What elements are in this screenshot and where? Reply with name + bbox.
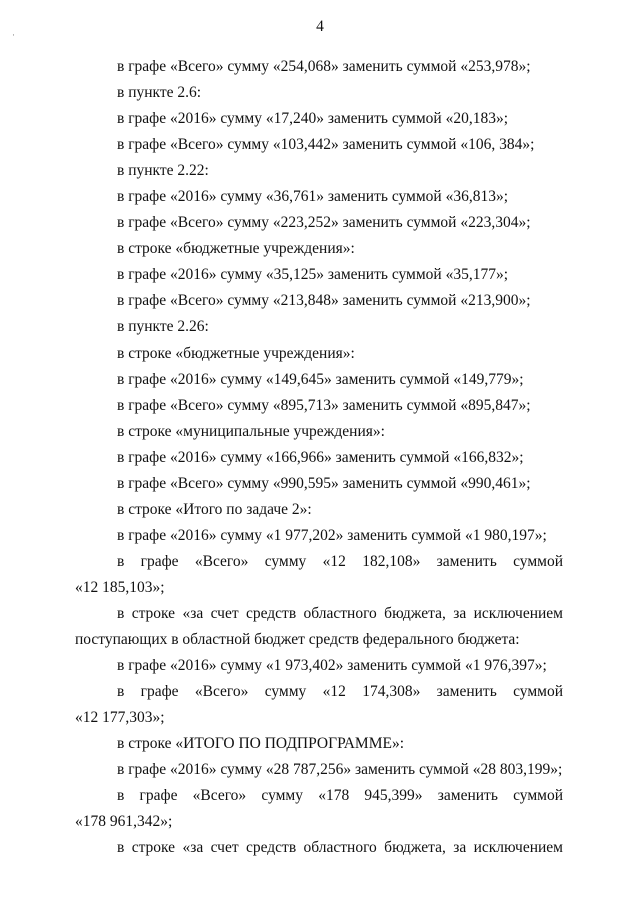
text-line: в графе «2016» сумму «35,125» заменить суммой «35,177»; [117, 266, 509, 284]
text-line: в пункте 2.26: [117, 318, 209, 336]
text-line: «178 961,342»; [75, 813, 173, 831]
text-line: в графе «2016» сумму «149,645» заменить суммой «149,779»; [117, 370, 524, 388]
text-line: «12 185,103»; [75, 578, 165, 596]
text-line: в графе «Всего» сумму «178 945,399» заменить суммой [117, 787, 563, 805]
text-line: в графе «2016» сумму «166,966» заменить суммой «166,832»; [117, 448, 524, 466]
text-line: в пункте 2.22: [117, 162, 209, 180]
margin-mark: · [12, 30, 15, 40]
text-line: в графе «Всего» сумму «990,595» заменить суммой «990,461»; [117, 474, 531, 492]
text-line: в графе «Всего» сумму «213,848» заменить суммой «213,900»; [117, 292, 531, 310]
text-line: в строке «ИТОГО ПО ПОДПРОГРАММЕ»: [117, 735, 405, 753]
text-line: в графе «2016» сумму «17,240» заменить суммой «20,183»; [117, 110, 509, 128]
text-line: в строке «бюджетные учреждения»: [117, 344, 355, 362]
text-line: в строке «муниципальные учреждения»: [117, 422, 385, 440]
text-line: в графе «Всего» сумму «254,068» заменить суммой «253,978»; [117, 58, 531, 75]
text-line: в графе «2016» сумму «28 787,256» заменить суммой «28 803,199»; [117, 761, 563, 779]
document-body [75, 54, 563, 861]
text-line: в пункте 2.6: [117, 84, 202, 102]
text-line: в графе «Всего» сумму «895,713» заменить суммой «895,847»; [117, 396, 531, 414]
text-line: поступающих в областной бюджет средств федерального бюджета: [75, 631, 520, 649]
text-line: «12 177,303»; [75, 709, 165, 727]
text-line: в строке «бюджетные учреждения»: [117, 240, 355, 258]
text-line: в графе «Всего» сумму «223,252» заменить суммой «223,304»; [117, 214, 531, 232]
text-line: в графе «2016» сумму «1 977,202» заменить суммой «1 980,197»; [117, 526, 547, 544]
text-line: в графе «2016» сумму «36,761» заменить суммой «36,813»; [117, 188, 509, 206]
text-line: в строке «Итого по задаче 2»: [117, 500, 312, 518]
page-number: 4 [316, 18, 324, 35]
text-line: в графе «Всего» сумму «12 182,108» заменить суммой [117, 552, 563, 570]
text-line: в графе «2016» сумму «1 973,402» заменить суммой «1 976,397»; [117, 657, 547, 675]
text-line: в графе «Всего» сумму «103,442» заменить суммой «106, 384»; [117, 136, 535, 154]
text-line: в строке «за счет средств областного бюджета, за исключением [117, 839, 563, 857]
text-line: в графе «Всего» сумму «12 174,308» заменить суммой [117, 683, 563, 701]
text-line: в строке «за счет средств областного бюджета, за исключением [117, 604, 563, 622]
